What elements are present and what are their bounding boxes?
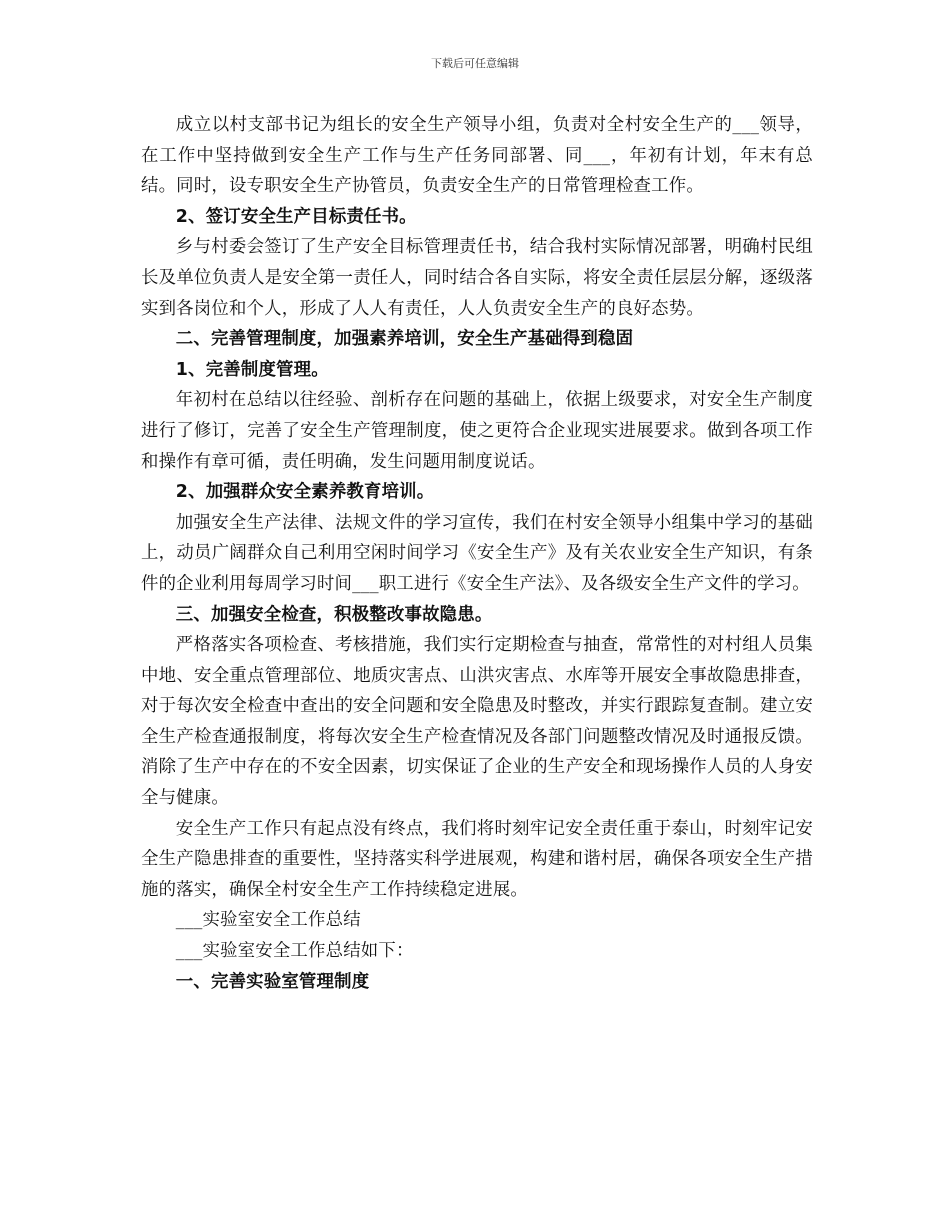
paragraph-safety-training: 加强安全生产法律、法规文件的学习宣传，我们在村安全领导小组集中学习的基础上，动员广阔群众自己利用空闲时间学习《安全生产》及有关农业安全生产知识，有条件的企业利用每周学习时间___职工进行《安全生产法》、及各级安全生产文件的学习。: [141, 512, 813, 594]
heading-section-three: 三、加强安全检查，积极整改事故隐患。: [175, 604, 493, 625]
heading-lab-section-one: 一、完善实验室管理制度: [175, 971, 370, 992]
document-body: [141, 110, 813, 997]
paragraph-system-management: 年初村在总结以往经验、剖析存在问题的基础上，依据上级要求，对安全生产制度进行了修订，完善了安全生产管理制度，使之更符合企业现实进展要求。做到各项工作和操作有章可循，责任明确，发生问题用制度说话。: [141, 390, 813, 472]
paragraph-conclusion: 安全生产工作只有起点没有终点，我们将时刻牢记安全责任重于泰山，时刻牢记安全生产隐患排查的重要性，坚持落实科学进展观，构建和谐村居，确保各项安全生产措施的落实，确保全村安全生产工作持续稳定进展。: [141, 818, 813, 900]
heading-safety-training: 2、加强群众安全素养教育培训。: [175, 482, 435, 503]
heading-section-two: 二、完善管理制度，加强素养培训，安全生产基础得到稳固: [175, 329, 634, 350]
heading-responsibility-letter: 2、签订安全生产目标责任书。: [175, 206, 417, 227]
paragraph-leadership-group: 成立以村支部书记为组长的安全生产领导小组，负责对全村安全生产的___领导，在工作中坚持做到安全生产工作与生产任务同部署、同___，年初有计划，年末有总结。同时，设专职安全生产协管员，负责安全生产的日常管理检查工作。: [141, 115, 813, 197]
heading-system-management: 1、完善制度管理。: [175, 359, 329, 380]
paragraph-responsibility-letter: 乡与村委会签订了生产安全目标管理责任书，结合我村实际情况部署，明确村民组长及单位负责人是安全第一责任人，同时结合各自实际，将安全责任层层分解，逐级落实到各岗位和个人，形成了人人有责任，人人负责安全生产的良好态势。: [141, 237, 813, 319]
paragraph-lab-title: ___实验室安全工作总结: [175, 910, 361, 931]
paragraph-safety-inspection: 严格落实各项检查、考核措施，我们实行定期检查与抽查，常常性的对村组人员集中地、安全重点管理部位、地质灾害点、山洪灾害点、水库等开展安全事故隐患排查，对于每次安全检查中查出的安全问题和安全隐患及时整改，并实行跟踪复查制。建立安全生产检查通报制度，将每次安全生产检查情况及各部门问题整改情况及时通报反馈。消除了生产中存在的不安全因素，切实保证了企业的生产安全和现场操作人员的人身安全与健康。: [141, 635, 813, 809]
paragraph-lab-intro: ___实验室安全工作总结如下：: [175, 941, 414, 962]
page-header: 下载后可任意编辑: [431, 57, 519, 70]
